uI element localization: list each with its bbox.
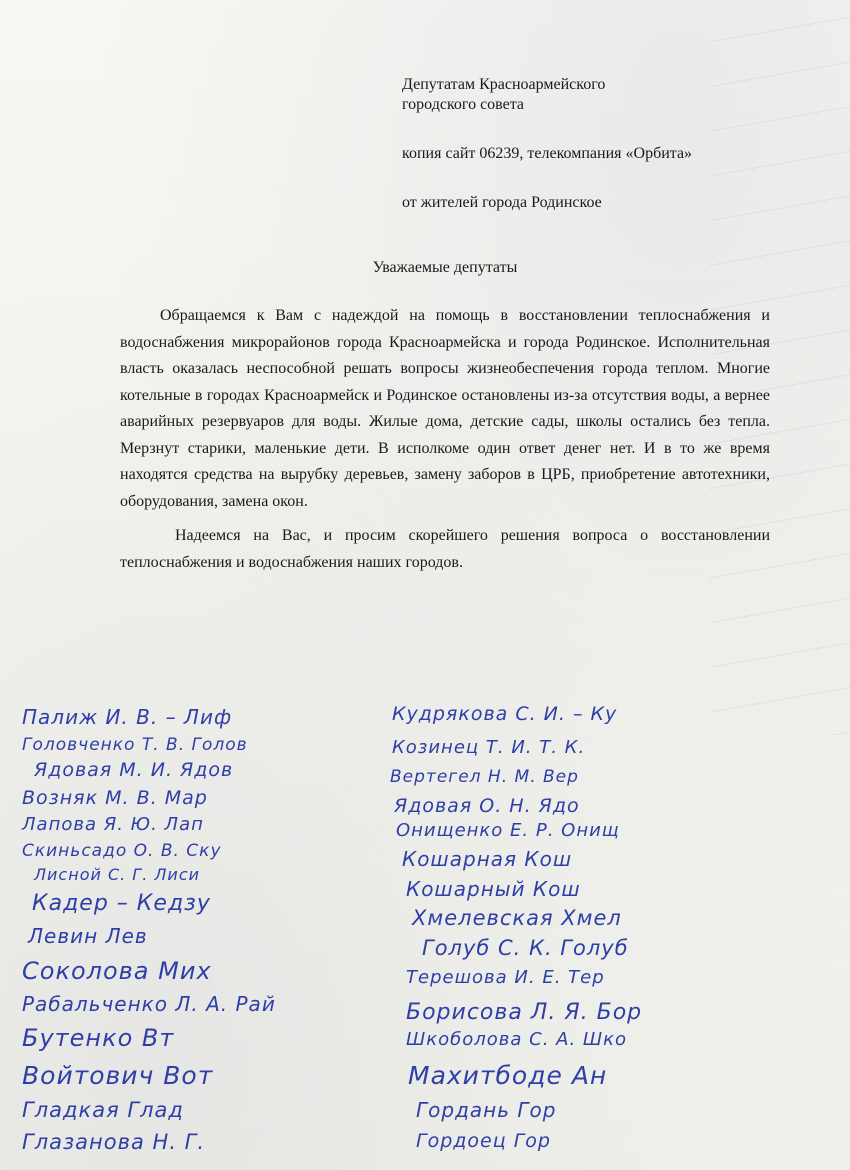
signature: Войтович Вот: [22, 1061, 214, 1090]
signature: Ядовая О. Н. Ядо: [394, 795, 580, 817]
paragraph-2: Надеемся на Вас, и просим скорейшего решения вопроса о восстановлении теплоснабжения и водоснабжения наших городов.: [120, 527, 770, 571]
signature: Кошарная Кош: [402, 847, 573, 871]
signature: Терешова И. Е. Тер: [406, 967, 605, 988]
signature: Козинец Т. И. Т. К.: [392, 737, 586, 758]
signature: Глазанова Н. Г.: [22, 1130, 206, 1154]
addressee-line-2: городского совета: [402, 96, 525, 113]
signature: Головченко Т. В. Голов: [22, 735, 248, 755]
signature: Возняк М. В. Мар: [22, 787, 208, 809]
signature: Скиньсадо О. В. Ску: [22, 841, 222, 861]
signature: Борисова Л. Я. Бор: [406, 1000, 643, 1025]
signature: Кадер – Кедзу: [32, 891, 211, 916]
signature: Рабальченко Л. А. Рай: [22, 992, 276, 1016]
signature: Кошарный Кош: [406, 877, 581, 901]
paragraph-1: Обращаемся к Вам с надеждой на помощь в восстановлении теплоснабжения и водоснабжения микрорайонов города Красноармейска и города Родинское. Исполнительная власть оказалась неспособной решать вопросы жизнеобеспечения города теплом. Многие котельные в городах Красноармейск и Родинское остановлены из-за отсутствия воды, а вернее аварийных резервуаров для воды. Жилые дома, детские сады, школы остались без тепла. Мерзнут старики, маленькие дети. В исполкоме один ответ денег нет. И в то же время находятся средства на вырубку деревьев, замену заборов в ЦРБ, приобретение автотехники, оборудования, замена окон.: [120, 307, 770, 510]
signature-block: [0, 695, 850, 1170]
from-line: от жителей города Родинское: [402, 194, 602, 211]
signature: Шкоболова С. А. Шко: [406, 1029, 628, 1050]
signature: Бутенко Вт: [22, 1024, 175, 1052]
signature: Онищенко Е. Р. Онищ: [396, 820, 620, 841]
signature: Хмелевская Хмел: [412, 906, 622, 930]
addressee-block: [402, 75, 822, 213]
signature: Махитбоде Ан: [408, 1061, 608, 1090]
signature: Кудрякова С. И. – Ку: [392, 703, 618, 725]
addressee-line-1: Депутатам Красноармейского: [402, 76, 606, 93]
copy-line: копия сайт 06239, телекомпания «Орбита»: [402, 145, 693, 162]
signature: Голуб С. К. Голуб: [422, 936, 629, 960]
signature: Лапова Я. Ю. Лап: [22, 814, 204, 835]
signature: Гордань Гор: [416, 1098, 557, 1122]
signature: Палиж И. В. – Лиф: [22, 705, 233, 729]
signature: Левин Лев: [28, 924, 148, 948]
signature: Гладкая Глад: [22, 1098, 184, 1122]
signature: Соколова Мих: [22, 957, 212, 985]
signature: Ядовая М. И. Ядов: [34, 759, 234, 781]
signature: Лисной С. Г. Лиси: [34, 865, 201, 884]
salutation: Уважаемые депутаты: [372, 259, 518, 276]
signature: Гордоец Гор: [416, 1130, 551, 1152]
signature: Вертегел Н. М. Вер: [390, 767, 579, 787]
letter-body: [120, 303, 770, 576]
